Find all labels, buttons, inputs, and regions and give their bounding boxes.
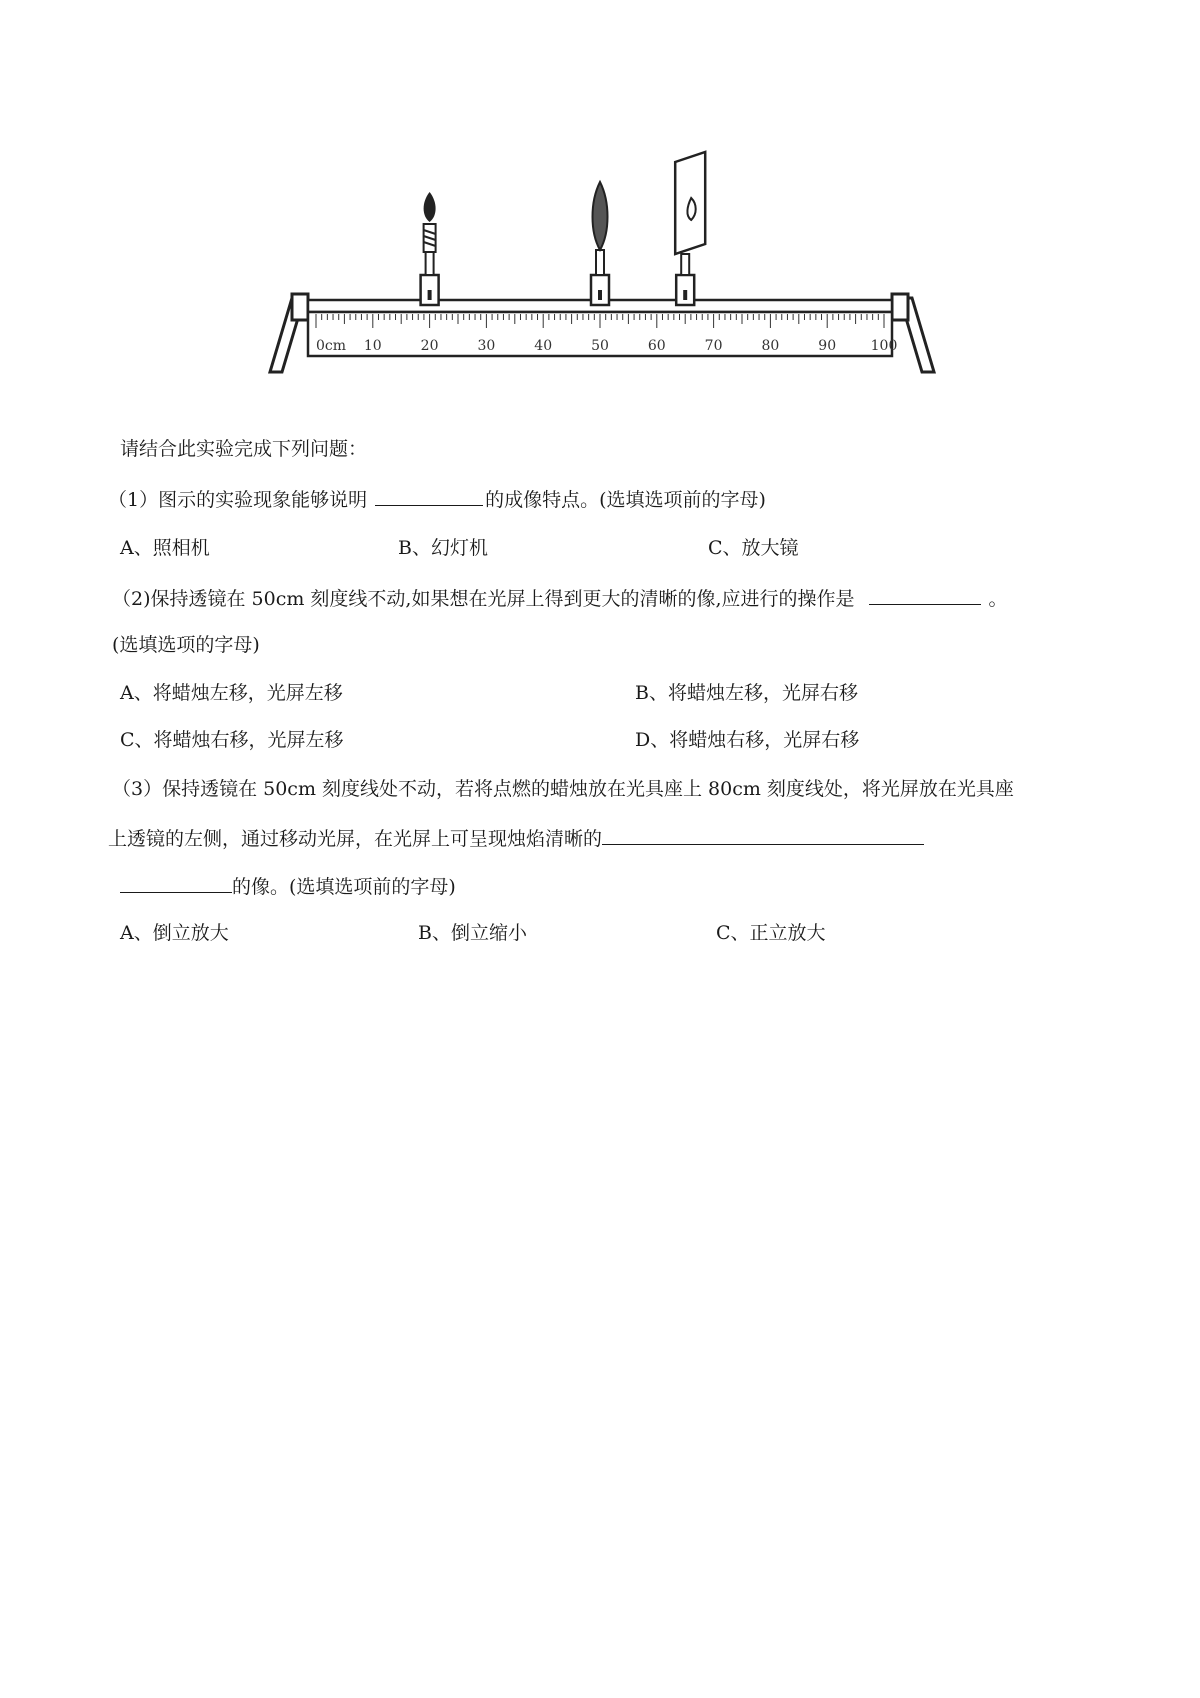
ruler-label: 60 xyxy=(647,338,666,354)
ruler-label: 80 xyxy=(761,338,780,354)
ruler-label: 50 xyxy=(591,338,609,354)
q3-line2 xyxy=(108,824,924,852)
screen-holder-clip xyxy=(683,290,687,300)
ruler-label: 40 xyxy=(534,338,553,354)
q1-suffix: 的成像特点。(选填选项前的字母) xyxy=(485,489,766,511)
q2-option-b: B、将蜡烛左移，光屏右移 xyxy=(635,682,858,704)
q2-option-a: A、将蜡烛左移，光屏左移 xyxy=(120,682,343,704)
light-screen xyxy=(675,152,705,305)
ruler-label: 90 xyxy=(818,338,837,354)
q1-answer-blank[interactable] xyxy=(375,485,483,506)
q2-note: (选填选项的字母) xyxy=(112,634,260,656)
q3-option-a: A、倒立放大 xyxy=(120,922,229,944)
q1-prefix: （1）图示的实验现象能够说明 xyxy=(108,489,368,511)
candle xyxy=(421,192,439,305)
screen-post xyxy=(681,254,689,275)
optical-bench-figure xyxy=(240,140,960,420)
q2-suffix: 。 xyxy=(988,588,1008,610)
q2-prefix: （2)保持透镜在 50cm 刻度线不动,如果想在光屏上得到更大的清晰的像,应进行的操作是 xyxy=(112,588,855,610)
q1-stem xyxy=(108,485,766,513)
q3-answer-blank-b[interactable] xyxy=(120,872,232,893)
candle-post xyxy=(426,252,434,275)
q1-option-b: B、幻灯机 xyxy=(398,537,488,559)
lens-holder-clip xyxy=(598,290,602,300)
candle-flame xyxy=(424,192,436,222)
q3-option-b: B、倒立缩小 xyxy=(418,922,527,944)
intro-text: 请结合此实验完成下列问题： xyxy=(120,438,368,460)
q1-option-c: C、放大镜 xyxy=(708,537,799,559)
ruler-label: 0cm xyxy=(316,338,347,354)
convex-lens xyxy=(591,182,609,305)
q3-line1: （3）保持透镜在 50cm 刻度线处不动，若将点燃的蜡烛放在光具座上 80cm 刻度线处，将光屏放在光具座 xyxy=(112,778,1014,800)
ruler-label: 70 xyxy=(704,338,723,354)
screen-image xyxy=(687,198,695,220)
q2-option-d: D、将蜡烛右移，光屏右移 xyxy=(635,729,860,751)
q2-stem xyxy=(112,584,1008,612)
ruler-label: 30 xyxy=(477,338,496,354)
ruler-label: 100 xyxy=(870,338,898,354)
q3-option-c: C、正立放大 xyxy=(716,922,826,944)
q1-option-a: A、照相机 xyxy=(120,537,210,559)
candle-holder-clip xyxy=(428,290,432,300)
q2-answer-blank[interactable] xyxy=(869,584,981,605)
ruler-label: 20 xyxy=(420,338,439,354)
q3-answer-blank-a[interactable] xyxy=(602,824,924,845)
q3-line3 xyxy=(120,872,456,900)
bench-left-post xyxy=(292,294,308,320)
ruler-label: 10 xyxy=(363,338,382,354)
lens-post xyxy=(596,250,604,275)
bench-right-post xyxy=(892,294,908,320)
q2-option-c: C、将蜡烛右移，光屏左移 xyxy=(120,729,344,751)
lens-glass xyxy=(593,182,608,250)
q3-line3-suffix: 的像。(选填选项前的字母) xyxy=(232,876,456,898)
q3-line2-text: 上透镜的左侧，通过移动光屏，在光屏上可呈现烛焰清晰的 xyxy=(108,828,603,850)
